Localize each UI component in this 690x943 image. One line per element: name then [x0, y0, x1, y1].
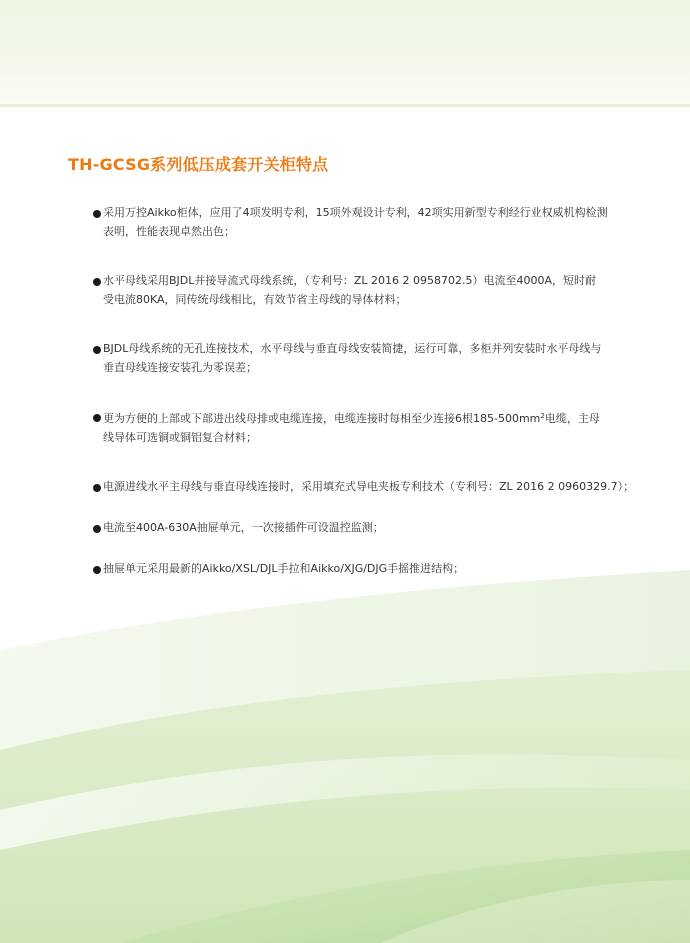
- bullet-icon: [93, 484, 101, 492]
- feature-3-line-1: BJDL母线系统的无孔连接技术，水平母线与垂直母线安装简捷，运行可靠，多柜并列安装时水平母线与: [103, 342, 602, 355]
- bullet-icon: [93, 346, 101, 354]
- bottom-wave-decoration: [0, 560, 690, 943]
- feature-item-1: [93, 203, 643, 241]
- feature-2-line-1: 水平母线采用BJDL并接导流式母线系统，（专利号：ZL 2016 2 0958702.5）电流至4000A，短时耐: [103, 274, 597, 287]
- feature-4-line-1: [103, 407, 643, 428]
- feature-list: [93, 203, 643, 600]
- feature-1-line-1: 采用万控Aikko柜体，应用了4项发明专利，15项外观设计专利，42项实用新型专利经行业权威机构检测: [103, 206, 608, 219]
- feature-4-line-2: 线导体可选铜或铜铝复合材料；: [103, 431, 257, 444]
- feature-1-line-2: 表明，性能表现卓然出色；: [103, 225, 235, 238]
- bullet-icon: [93, 566, 101, 574]
- bullet-icon: [93, 278, 101, 286]
- feature-item-2: [93, 271, 643, 309]
- feature-4-line-1-text: 更为方便的上部或下部进出线母排或电缆连接，电缆连接时每相至少连接6根185-500mm: [103, 412, 541, 425]
- feature-item-6: [93, 518, 643, 537]
- feature-4-line-1-tail: 电缆，主母: [544, 412, 600, 425]
- superscript-2: 2: [540, 412, 545, 420]
- feature-5-line-1: 电源进线水平主母线与垂直母线连接时，采用填充式导电夹板专利技术（专利号：ZL 2016 2 0960329.7）；: [103, 480, 635, 493]
- feature-2-line-2: 受电流80KA，同传统母线相比，有效节省主母线的导体材料；: [103, 293, 407, 306]
- feature-item-7: [93, 559, 643, 578]
- feature-item-4: [93, 407, 643, 447]
- feature-3-line-2: 垂直母线连接安装孔为零误差；: [103, 361, 257, 374]
- bullet-icon: [93, 525, 101, 533]
- feature-6-line-1: 电流至400A-630A抽屉单元，一次接插件可设温控监测；: [103, 521, 384, 534]
- top-decorative-band: [0, 0, 690, 106]
- bullet-icon: [93, 414, 101, 422]
- feature-item-3: [93, 339, 643, 377]
- feature-7-line-1: 抽屉单元采用最新的Aikko/XSL/DJL手拉和Aikko/XJG/DJG手摇推进结构；: [103, 562, 465, 575]
- top-band-edge: [0, 104, 690, 107]
- bullet-icon: [93, 210, 101, 218]
- feature-item-5: [93, 477, 643, 496]
- page-title: TH-GCSG系列低压成套开关柜特点: [68, 155, 329, 174]
